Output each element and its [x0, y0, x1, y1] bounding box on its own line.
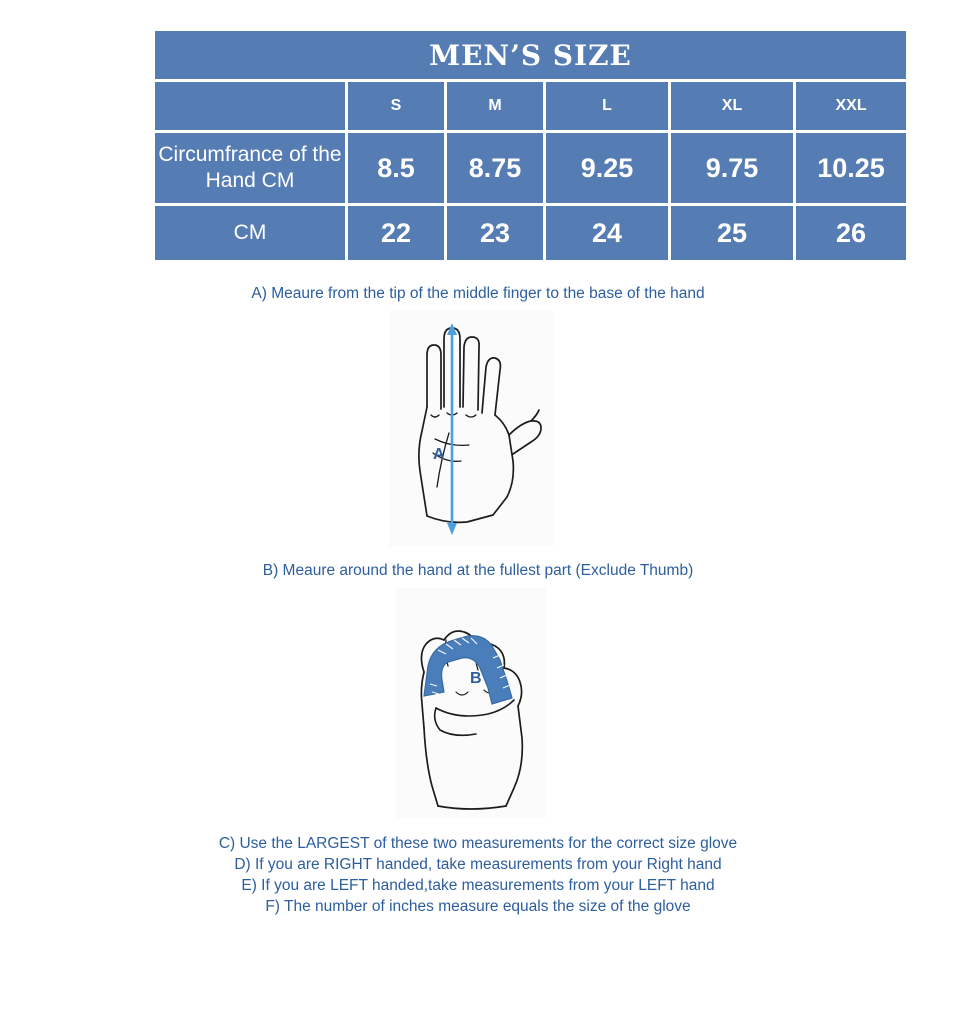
hand-length-diagram-icon — [389, 311, 553, 547]
length-arrow-icon — [447, 323, 457, 535]
table-header-row — [155, 82, 906, 130]
figure-b-letter: B — [470, 670, 482, 687]
cell-circumference-xxl: 10.25 — [796, 133, 906, 203]
cell-cm-xxl: 26 — [796, 206, 906, 260]
size-table — [152, 28, 909, 263]
measuring-tape-icon — [424, 636, 512, 704]
header-cell-l: L — [546, 82, 668, 130]
table-row — [155, 206, 906, 260]
table-title-row — [155, 31, 906, 79]
figure-hand-circumference — [396, 588, 546, 818]
cell-circumference-s: 8.5 — [348, 133, 444, 203]
row-label-cm: CM — [155, 206, 345, 260]
figure-hand-length — [389, 311, 553, 547]
header-cell-xxl: XXL — [796, 82, 906, 130]
table-row — [155, 133, 906, 203]
note-d: D) If you are RIGHT handed, take measurements from your Right hand — [234, 856, 722, 873]
header-cell-s: S — [348, 82, 444, 130]
caption-a: A) Meaure from the tip of the middle finger to the base of the hand — [251, 285, 705, 302]
footer-notes — [0, 833, 956, 917]
cell-cm-l: 24 — [546, 206, 668, 260]
cell-circumference-m: 8.75 — [447, 133, 543, 203]
note-e: E) If you are LEFT handed,take measurements from your LEFT hand — [241, 877, 715, 894]
header-cell-xl: XL — [671, 82, 793, 130]
figure-a-letter: A — [433, 446, 445, 463]
hand-circumference-diagram-icon — [396, 588, 546, 818]
table-title: MEN’S SIZE — [155, 31, 906, 79]
caption-b: B) Meaure around the hand at the fullest part (Exclude Thumb) — [262, 562, 694, 579]
cell-circumference-xl: 9.75 — [671, 133, 793, 203]
header-cell-m: M — [447, 82, 543, 130]
header-cell-blank — [155, 82, 345, 130]
size-table-container — [152, 28, 885, 263]
cell-circumference-l: 9.25 — [546, 133, 668, 203]
note-c: C) Use the LARGEST of these two measurements for the correct size glove — [218, 835, 738, 852]
cell-cm-m: 23 — [447, 206, 543, 260]
cell-cm-xl: 25 — [671, 206, 793, 260]
row-label-circumference: Circumfrance of the Hand CM — [155, 133, 345, 203]
note-f: F) The number of inches measure equals the size of the glove — [265, 898, 691, 915]
cell-cm-s: 22 — [348, 206, 444, 260]
